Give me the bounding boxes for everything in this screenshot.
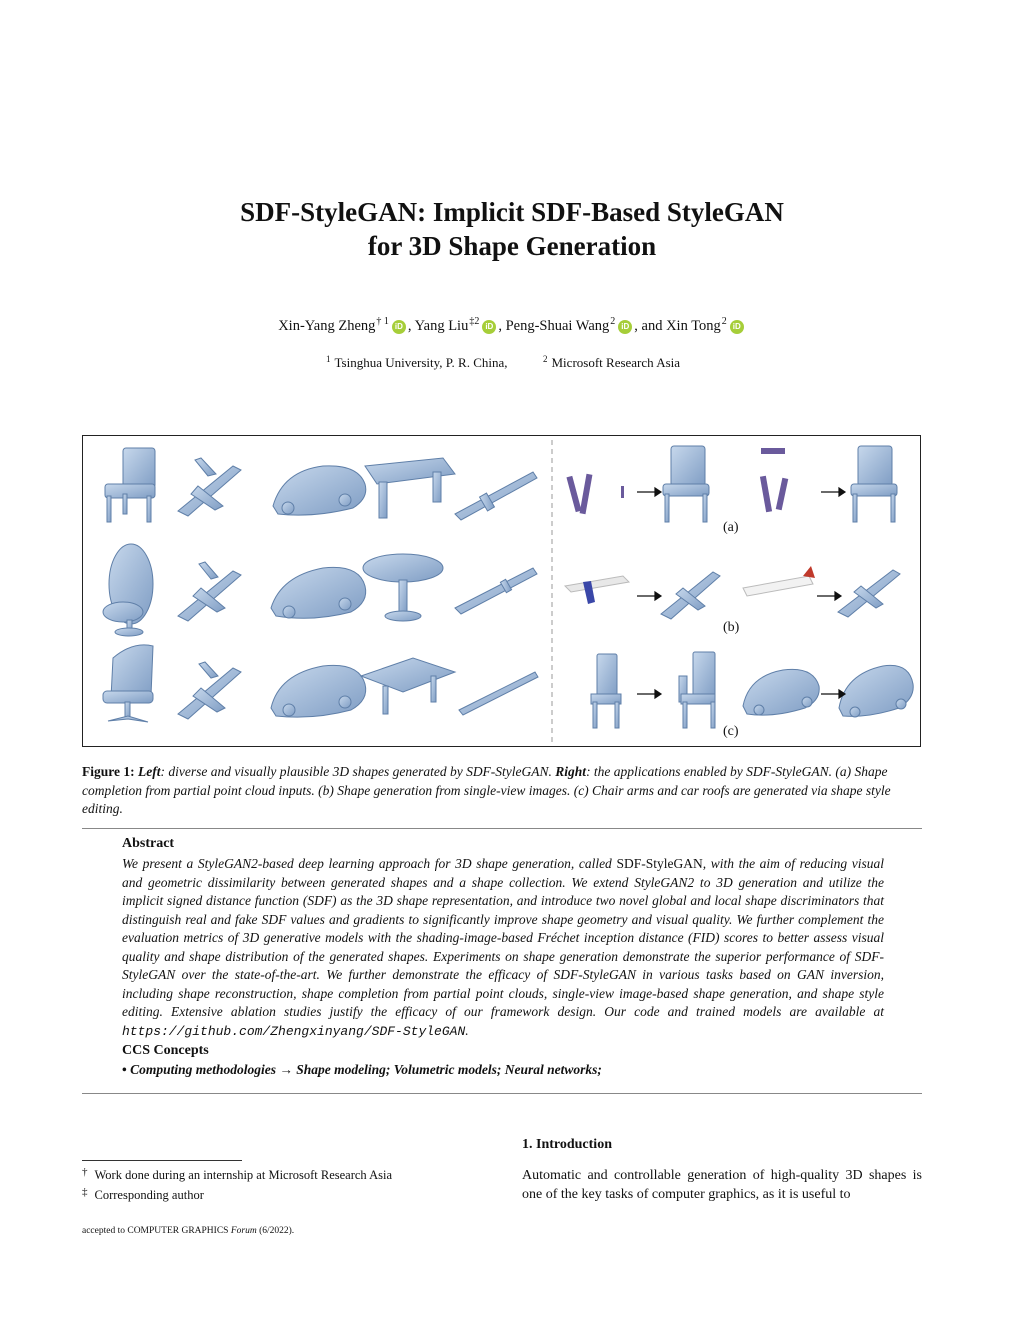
footer-suffix: (6/2022).: [256, 1226, 295, 1236]
airplane-shape: [178, 662, 241, 719]
table-shape: [365, 458, 455, 518]
footnote-mark: †: [82, 1166, 88, 1178]
footnote-rule: [82, 1160, 242, 1161]
figure-caption: [82, 763, 924, 819]
truck-shape: [271, 665, 366, 717]
author-separator: ,: [498, 318, 506, 334]
abstract-body: [122, 855, 884, 1041]
author-affiliation-mark: 2: [610, 316, 616, 327]
rifle-shape: [459, 672, 538, 715]
generated-airplane-shape: [661, 572, 720, 619]
input-airplane-image: [743, 566, 815, 596]
ccs-arrow: →: [279, 1062, 293, 1077]
ccs-category: Computing methodologies: [130, 1062, 277, 1077]
orcid-icon[interactable]: iD: [392, 320, 406, 334]
abstract-text: We present a StyleGAN2-based deep learning approach for 3D shape generation, called: [122, 856, 617, 871]
airplane-shape: [178, 562, 241, 621]
pickup-shape: [271, 567, 366, 618]
footer-journal: Forum: [230, 1226, 257, 1236]
caption-left-text: : diverse and visually plausible 3D shapes generated by SDF-StyleGAN.: [160, 764, 552, 779]
divider-bottom: [82, 1093, 922, 1094]
affiliation-2: [543, 354, 680, 371]
car-shape: [273, 466, 366, 515]
panel-label-c: (c): [723, 724, 739, 739]
office-chair-shape: [103, 645, 153, 722]
footnote-dagger: [82, 1166, 392, 1183]
page-footer: [82, 1226, 294, 1236]
introduction-heading: 1. Introduction: [522, 1137, 612, 1152]
footer-prefix: accepted to COMPUTER GRAPHICS: [82, 1226, 231, 1236]
panel-label-a: (a): [723, 520, 739, 535]
author-name: Yang Liu: [414, 318, 469, 334]
code-link[interactable]: https://github.com/Zhengxinyang/SDF-StyleGAN: [122, 1023, 466, 1039]
author-affiliation-mark: 2: [721, 316, 727, 327]
chair-shape: [105, 448, 155, 522]
round-table-shape: [363, 554, 443, 621]
input-airplane-image: [565, 576, 629, 604]
author-name: Xin-Yang Zheng: [278, 318, 376, 334]
car-shape: [743, 669, 819, 715]
figure-graphic: [83, 436, 920, 746]
footnote-mark: ‡: [82, 1186, 88, 1198]
panel-label-b: (b): [723, 620, 740, 635]
author-separator: , and: [634, 318, 667, 334]
title-line-2: for 3D Shape Generation: [367, 231, 657, 261]
author-affiliation-mark: † 1: [376, 316, 389, 327]
method-name: SDF-StyleGAN: [616, 856, 703, 871]
author-list: [0, 316, 1024, 335]
abstract-text: , with the aim of reducing visual and geometric dissimilarity between generated shapes and a shape collection. We extend StyleGAN2 to 3D generation and utilize the implicit signed distance function (SDF) as the 3D shape representation, and introduce two novel global and local shape discriminators that distinguish real and fake SDF values and gradients to significantly improve shape geometry and visual quality. We further complement the evaluation metrics of 3D generative models with the shading-image-based Fréchet inception distance (FID) scores to better assess visual quality and shape distribution of the generated shapes. Experiments on shape generation demonstrate the superior performance of SDF-StyleGAN over the state-of-the-art. We further demonstrate the efficacy of SDF-StyleGAN in various tasks based on GAN inversion, including shape reconstruction, shape completion from partial point clouds, single-view image-based shape generation, and shape style editing. Extensive ablation studies justify the efficacy of our framework design. Our code and trained models are available at: [122, 856, 885, 1019]
title-line-1: SDF-StyleGAN: Implicit SDF-Based StyleGAN: [240, 197, 784, 227]
ccs-heading: CCS Concepts: [122, 1043, 209, 1058]
orcid-icon[interactable]: iD: [618, 320, 632, 334]
generated-airplane-shape: [838, 570, 900, 617]
author-name: Xin Tong: [666, 318, 721, 334]
ccs-terms: Shape modeling; Volumetric models; Neural networks;: [296, 1062, 602, 1077]
affiliation-1: [326, 354, 508, 371]
airplane-shape: [178, 458, 241, 516]
footnote-double-dagger: [82, 1186, 204, 1203]
author-name: Peng-Shuai Wang: [505, 318, 610, 334]
footnote-text: Corresponding author: [94, 1188, 204, 1202]
affiliation-number: 1: [326, 354, 331, 364]
car-with-roof-shape: [839, 665, 913, 717]
rifle-shape: [455, 472, 537, 520]
completed-chair-shape: [663, 446, 709, 522]
ccs-concepts: [122, 1062, 602, 1078]
caption-left-label: Left: [138, 764, 161, 779]
rifle-shape: [455, 568, 537, 614]
introduction-text: Automatic and controllable generation of high-quality 3D shapes is one of the key tasks of computer graphics, as it is useful to: [522, 1168, 922, 1202]
ccs-bullet: •: [122, 1062, 127, 1077]
affiliation-text: Tsinghua University, P. R. China,: [334, 355, 508, 370]
caption-prefix: Figure 1:: [82, 764, 135, 779]
completed-chair-shape: [851, 446, 897, 522]
caption-right-label: Right: [555, 764, 587, 779]
orcid-icon[interactable]: iD: [482, 320, 496, 334]
paper-title: [0, 195, 1024, 263]
author-affiliation-mark: ‡2: [469, 316, 480, 327]
square-table-shape: [361, 658, 455, 714]
divider-top: [82, 828, 922, 829]
armed-chair-shape: [679, 652, 715, 728]
affiliation-number: 2: [543, 354, 548, 364]
footnote-text: Work done during an internship at Microsoft Research Asia: [94, 1168, 393, 1182]
affiliation-text: Microsoft Research Asia: [551, 355, 681, 370]
armless-chair-shape: [591, 654, 621, 728]
egg-chair-shape: [103, 544, 153, 636]
caption-right-text: : the applications enabled by SDF-StyleGAN. (a) Shape completion from partial point cloud inputs. (b) Shape generation from single-view images. (c) Chair arms and car roofs are generated via shape style editing.: [82, 764, 891, 816]
abstract-text: .: [465, 1022, 469, 1038]
author-separator: ,: [407, 318, 415, 334]
abstract-heading: Abstract: [122, 836, 175, 851]
orcid-icon[interactable]: iD: [730, 320, 744, 334]
teaser-figure: [82, 435, 921, 747]
